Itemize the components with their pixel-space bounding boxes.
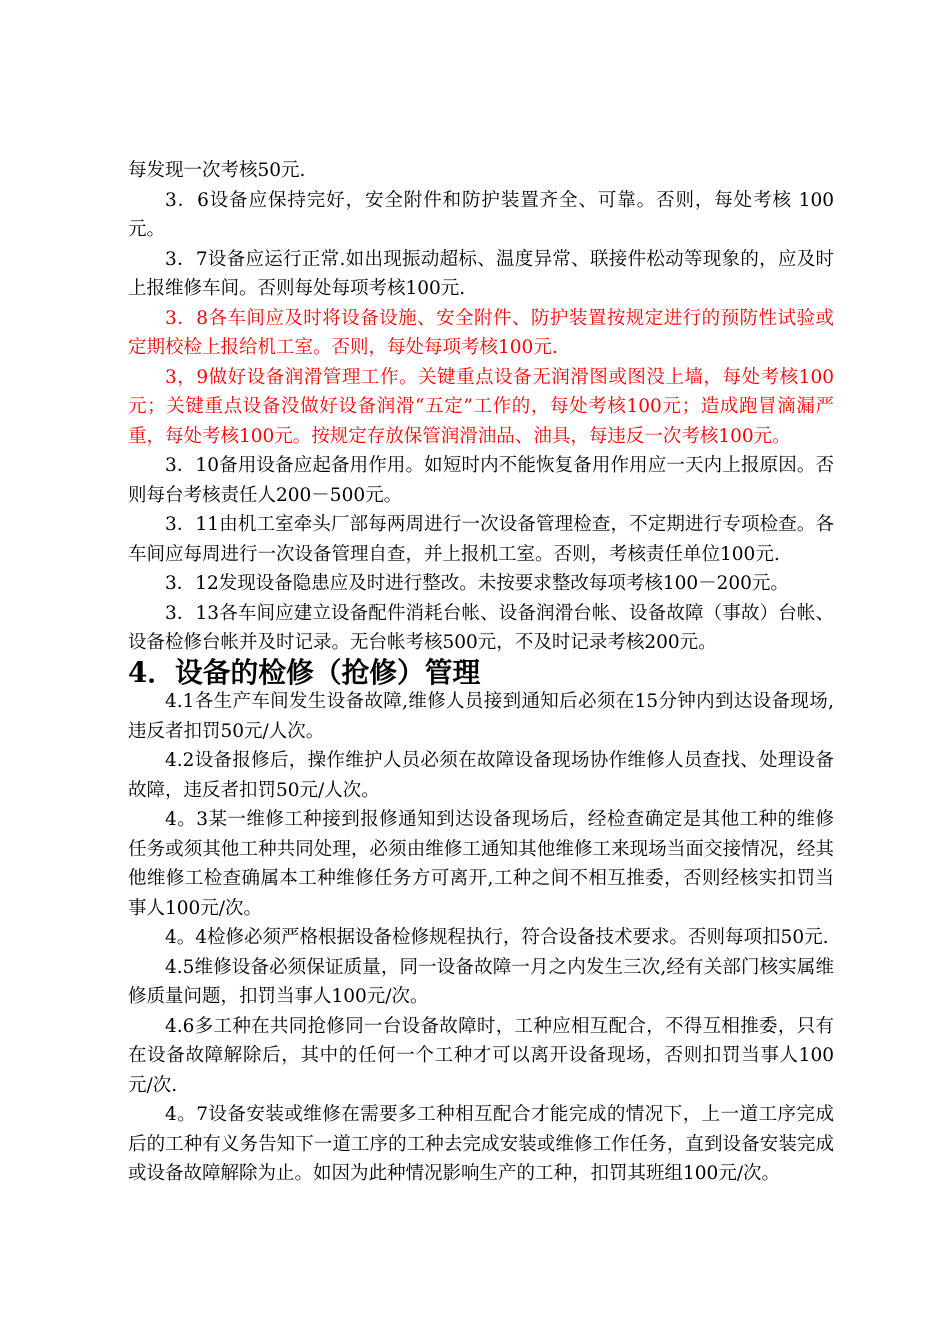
paragraph-4-5: 4.5维修设备必须保证质量，同一设备故障一月之内发生三次,经有关部门核实属维修质量问题，扣罚当事人100元/次。 [128,956,834,1007]
paragraph-4-7: 4。7设备安装或维修在需要多工种相互配合才能完成的情况下，上一道工序完成后的工种有义务告知下一道工序的工种去完成安装或维修工作任务，直到设备安装完成或设备故障解除为止。如因为此种情况影响生产的工种，扣罚其班组100元/次。 [128,1104,834,1184]
paragraph-4-3: 4。3某一维修工种接到报修通知到达设备现场后，经检查确定是其他工种的维修任务或须其他工种共同处理，必须由维修工通知其他维修工来现场当面交接情况，经其他维修工检查确属本工种维修任务方可离开,工种之间不相互推委，否则经核实扣罚当事人100元/次。 [128,809,834,919]
paragraph-3-13: 3．13各车间应建立设备配件消耗台帐、设备润滑台帐、设备故障（事故）台帐、设备检修台帐并及时记录。无台帐考核500元，不及时记录考核200元。 [128,602,834,653]
paragraph-4-2: 4.2设备报修后，操作维护人员必须在故障设备现场协作维修人员查找、处理设备故障，违反者扣罚50元/人次。 [128,750,834,801]
paragraph-3-8: 3．8各车间应及时将设备设施、安全附件、防护装置按规定进行的预防性试验或定期校检上报给机工室。否则，每处每项考核100元. [128,307,834,358]
paragraph-3-10: 3．10备用设备应起备用作用。如短时内不能恢复备用作用应一天内上报原因。否则每台考核责任人200－500元。 [128,455,834,506]
paragraph-4-1: 4.1各生产车间发生设备故障,维修人员接到通知后必须在15分钟内到达设备现场,违反者扣罚50元/人次。 [128,691,834,742]
paragraph-0: 每发现一次考核50元. [128,160,306,181]
paragraph-3-6: 3．6设备应保持完好，安全附件和防护装置齐全、可靠。否则，每处考核 100元。 [128,189,834,240]
paragraph-3-12: 3．12发现设备隐患应及时进行整改。未按要求整改每项考核100－200元。 [165,573,789,594]
paragraph-4-4: 4。4检修必须严格根据设备检修规程执行，符合设备技术要求。否则每项扣50元. [165,927,829,948]
paragraph-3-11: 3．11由机工室牵头厂部每两周进行一次设备管理检查，不定期进行专项检查。各车间应每周进行一次设备管理自查，并上报机工室。否则，考核责任单位100元. [128,514,834,565]
document-page [128,156,834,1189]
paragraph-3-9: 3，9做好设备润滑管理工作。关键重点设备无润滑图或图没上墙，每处考核100元；关键重点设备没做好设备润滑“五定”工作的，每处考核100元；造成跑冒滴漏严重，每处考核100元。按规定存放保管润滑油品、油具，每违反一次考核100元。 [128,366,834,447]
paragraph-4-6: 4.6多工种在共同抢修同一台设备故障时，工种应相互配合，不得互相推委，只有在设备故障解除后，其中的任何一个工种才可以离开设备现场，否则扣罚当事人100元/次. [128,1015,834,1096]
section-heading: 4．设备的检修（抢修）管理 [128,655,481,689]
paragraph-3-7: 3．7设备应运行正常.如出现振动超标、温度异常、联接件松动等现象的，应及时上报维修车间。否则每处每项考核100元. [128,248,834,299]
